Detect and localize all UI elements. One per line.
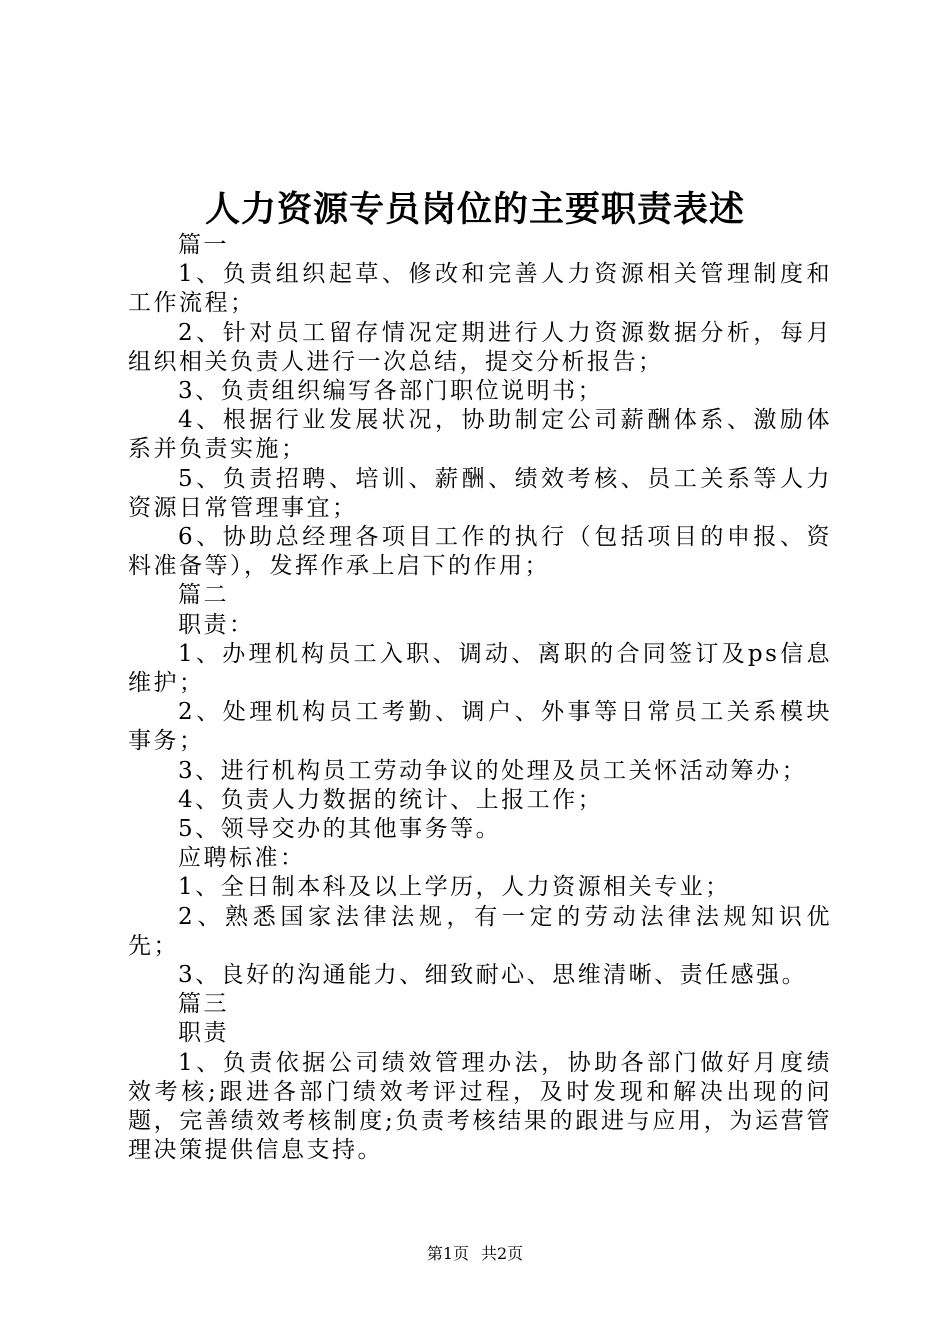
section-heading: 篇二 [178, 582, 229, 609]
list-item: 1、全日制本科及以上学历，人力资源相关专业； [178, 874, 731, 901]
section-heading: 篇一 [178, 232, 229, 258]
list-item: 3、良好的沟通能力、细致耐心、思维清晰、责任感强。 [178, 962, 808, 989]
list-item: 5、负责招聘、培训、薪酬、绩效考核、员工关系等人力资源日常管理事宜； [128, 465, 832, 521]
subheading: 职责 [178, 1020, 229, 1047]
list-item: 1、办理机构员工入职、调动、离职的合同签订及ps信息维护； [128, 640, 832, 697]
list-item: 6、协助总经理各项目工作的执行（包括项目的申报、资料准备等），发挥作承上启下的作用； [128, 524, 832, 580]
subheading: 职责： [178, 611, 255, 638]
document-body [128, 231, 832, 1166]
list-item: 3、负责组织编写各部门职位说明书； [178, 378, 604, 405]
list-item: 5、领导交办的其他事务等。 [178, 816, 502, 843]
list-item: 2、针对员工留存情况定期进行人力资源数据分析，每月组织相关负责人进行一次总结，提交分析报告； [128, 319, 832, 375]
subheading: 应聘标准： [178, 845, 306, 872]
section-heading: 篇三 [178, 991, 229, 1018]
list-item: 4、负责人力数据的统计、上报工作； [178, 786, 604, 813]
list-item: 2、熟悉国家法律法规，有一定的劳动法律法规知识优先； [128, 903, 832, 959]
page-footer [0, 1243, 950, 1265]
list-item: 1、负责组织起草、修改和完善人力资源相关管理制度和工作流程； [128, 261, 832, 317]
page-total: 共2页 [481, 1244, 524, 1263]
document-title: 人力资源专员岗位的主要职责表述 [204, 189, 745, 230]
page-number: 第1页 [426, 1244, 469, 1263]
list-item: 4、根据行业发展状况，协助制定公司薪酬体系、激励体系并负责实施； [128, 407, 832, 463]
list-item: 1、负责依据公司绩效管理办法，协助各部门做好月度绩效考核;跟进各部门绩效考评过程，及时发现和解决出现的问题，完善绩效考核制度;负责考核结果的跟进与应用，为运营管理决策提供信息支持。 [128, 1049, 832, 1164]
list-item: 3、进行机构员工劳动争议的处理及员工关怀活动筹办； [178, 757, 808, 784]
list-item: 2、处理机构员工考勤、调户、外事等日常员工关系模块事务； [128, 699, 832, 755]
